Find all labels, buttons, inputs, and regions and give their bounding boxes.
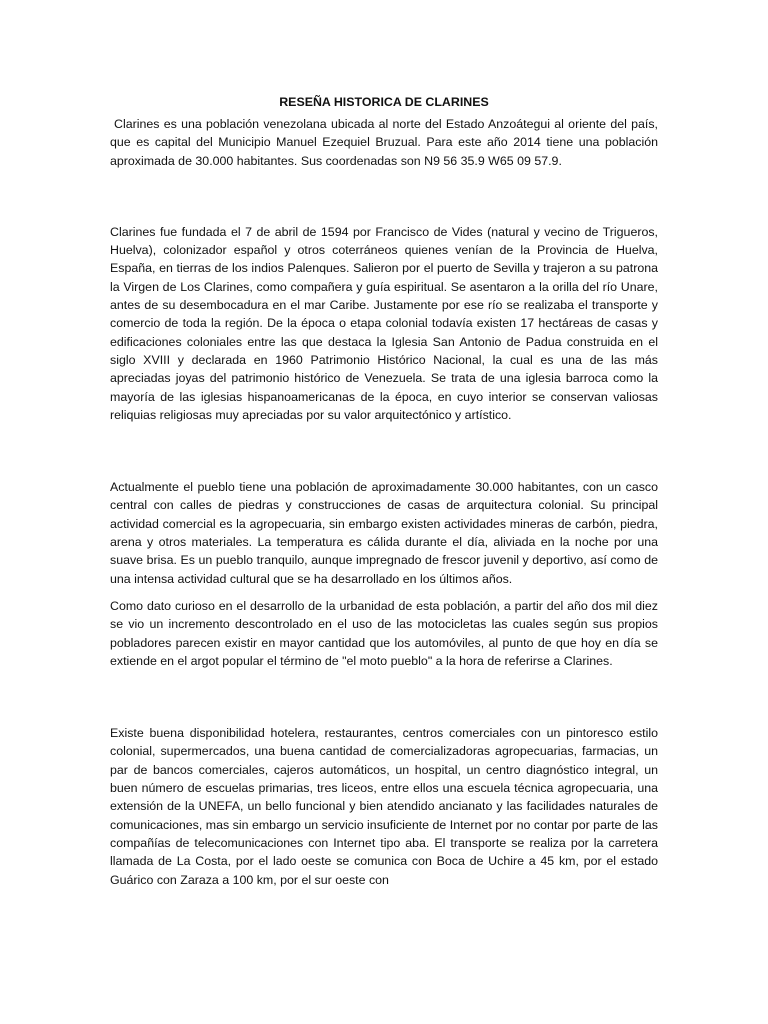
paragraph-curiosity: Como dato curioso en el desarrollo de la urbanidad de esta población, a partir del año dos mil diez se vio un incremento descontrolado en el uso de las motocicletas las cuales según sus propios pobladores parecen existir en mayor cantidad que los automóviles, al punto de que hoy en día se extiende en el argot popular el término de "el moto pueblo" a la hora de referirse a Clarines. [110, 598, 658, 668]
paragraph-services: Existe buena disponibilidad hotelera, restaurantes, centros comerciales con un pintoresco estilo colonial, supermercados, una buena cantidad de comercializadoras agropecuarias, farmacias, un par de bancos comerciales, cajeros automáticos, un hospital, un centro diagnóstico integral, un buen número de escuelas primarias, tres liceos, entre ellos una escuela técnica agropecuaria, una extensión de la UNEFA, un bello funcional y bien atendido ancianato y las facilidades naturales de comunicaciones, mas sin embargo un servicio insuficiente de Internet por no contar por parte de las compañías de telecomunicaciones con Internet tipo aba. El transporte se realiza por la carretera llamada de La Costa, por el lado oeste se comunica con Boca de Uchire a 45 km, por el estado Guárico con Zaraza a 100 km, por el sur oeste con [110, 726, 658, 887]
paragraph-spacer [110, 424, 658, 478]
paragraph-history: Clarines fue fundada el 7 de abril de 1594 por Francisco de Vides (natural y vecino de Trigueros, Huelva), colonizador español y otros coterráneos quienes venían de la Provincia de Huelva, España, en tierras de los indios Palenques. Salieron por el puerto de Sevilla y trajeron a su patrona la Virgen de Los Clarines, como compañera y guía espiritual. Se asentaron a la orilla del río Unare, antes de su desembocadura en el mar Caribe. Justamente por ese río se realizaba el transporte y comercio de toda la región. De la época o etapa colonial todavía existen 17 hectáreas de casas y edificaciones coloniales entre las que destaca la Iglesia San Antonio de Padua construida en el siglo XVIII y declarada en 1960 Patrimonio Histórico Nacional, la cual es una de las más apreciadas joyas del patrimonio histórico de Venezuela. Se trata de una iglesia barroca como la mayoría de las iglesias hispanoamericanas de la época, en cuyo interior se conservan valiosas reliquias religiosas muy apreciadas por su valor arquitectónico y artístico. [110, 224, 658, 422]
paragraph-intro: Clarines es una población venezolana ubicada al norte del Estado Anzoátegui al oriente del país, que es capital del Municipio Manuel Ezequiel Bruzual. Para este año 2014 tiene una población aproximada de 30.000 habitantes. Sus coordenadas son N9 56 35.9 W65 09 57.9. [110, 117, 658, 168]
paragraph-spacer [110, 170, 658, 223]
document-title: RESEÑA HISTORICA DE CLARINES [279, 95, 489, 109]
paragraph-spacer [110, 670, 658, 724]
paragraph-spacer [110, 588, 658, 597]
document-page [110, 94, 658, 889]
paragraph-current: Actualmente el pueblo tiene una población de aproximadamente 30.000 habitantes, con un casco central con calles de piedras y construcciones de casas de arquitectura colonial. Su principal actividad comercial es la agropecuaria, sin embargo existen actividades mineras de carbón, piedra, arena y otros materiales. La temperatura es cálida durante el día, aliviada en la noche por una suave brisa. Es un pueblo tranquilo, aunque impregnado de frescor juvenil y deportivo, así como de una intensa actividad cultural que se ha desarrollado en los últimos años. [110, 480, 658, 586]
